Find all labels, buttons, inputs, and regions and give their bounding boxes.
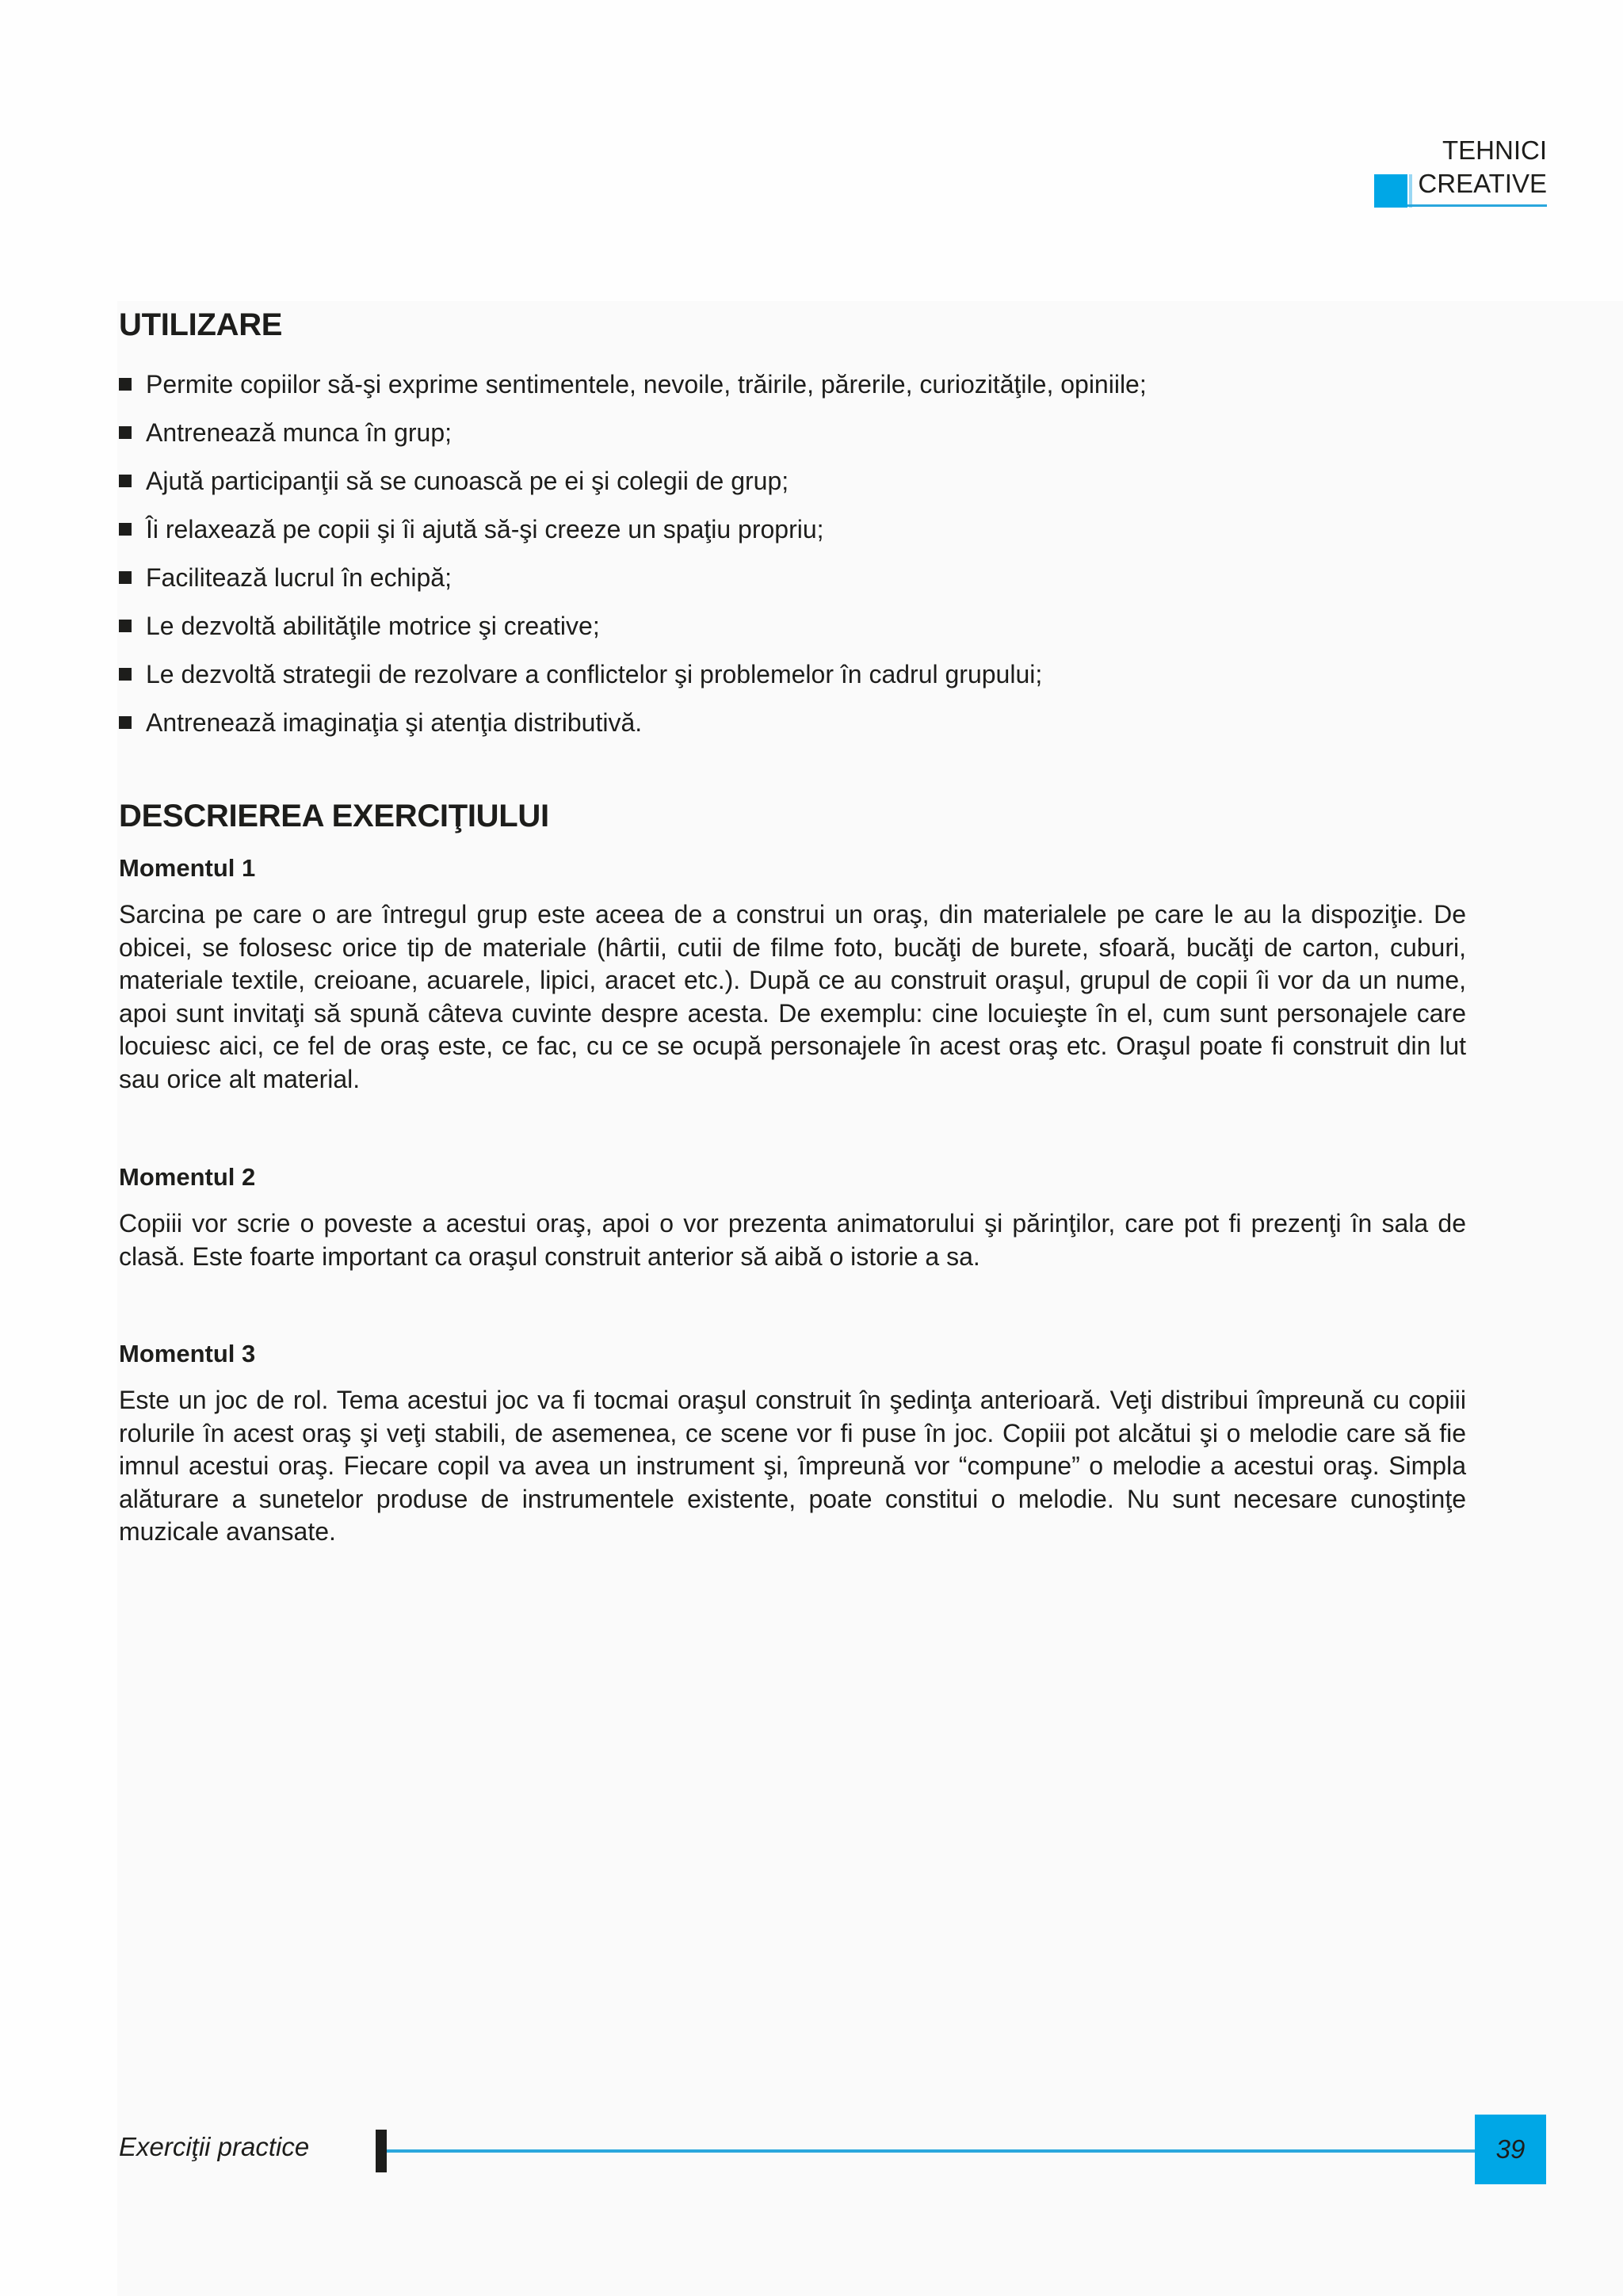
section-tag — [1309, 135, 1547, 214]
footer-divider-bar — [376, 2130, 387, 2172]
bullet-square-icon — [119, 475, 132, 487]
list-item — [119, 650, 1482, 698]
moment-2-title: Momentul 2 — [119, 1163, 256, 1191]
list-item-text: Ajută participanţii să se cunoască pe ei şi colegii de grup; — [146, 466, 789, 495]
bullet-square-icon — [119, 716, 132, 729]
list-item — [119, 408, 1482, 456]
list-item-text: Le dezvoltă strategii de rezolvare a conflictelor şi problemelor în cadrul grupului; — [146, 659, 1043, 688]
list-item-text: Îi relaxează pe copii şi îi ajută să-şi creeze un spaţiu propriu; — [146, 514, 824, 543]
bullet-square-icon — [119, 378, 132, 391]
list-item-text: Le dezvoltă abilităţile motrice şi creative; — [146, 611, 600, 640]
moment-2-text: Copiii vor scrie o poveste a acestui oraş, apoi o vor prezenta animatorului şi părinţilor, care pot fi prezenţi în sala de clasă. Este foarte important ca oraşul construit anterior să aibă o istorie a sa. — [119, 1209, 1466, 1271]
bullet-square-icon — [119, 426, 132, 439]
list-item-text: Permite copiilor să-şi exprime sentimentele, nevoile, trăirile, părerile, curiozităţile, opiniile; — [146, 369, 1147, 399]
page-number-box — [1475, 2115, 1546, 2184]
list-item — [119, 505, 1482, 553]
bullet-square-icon — [119, 620, 132, 632]
list-item — [119, 553, 1482, 601]
section-tag-underline — [1407, 204, 1547, 207]
list-item-text: Antrenează munca în grup; — [146, 418, 453, 447]
bullet-square-icon — [119, 523, 132, 536]
section-tag-square-icon — [1374, 174, 1407, 208]
moment-3-title: Momentul 3 — [119, 1340, 256, 1367]
utilizare-list — [119, 360, 1482, 746]
list-item — [119, 456, 1482, 505]
list-item-text: Facilitează lucrul în echipă; — [146, 563, 452, 592]
footer-label: Exerciţii practice — [119, 2132, 310, 2161]
section-tag-line1: TEHNICI — [1442, 135, 1547, 165]
list-item — [119, 698, 1482, 746]
list-item — [119, 360, 1482, 408]
list-item-text: Antrenează imaginaţia şi atenţia distributivă. — [146, 707, 643, 737]
section-tag-line2: CREATIVE — [1418, 169, 1547, 198]
page-number: 39 — [1495, 2134, 1526, 2164]
list-item — [119, 601, 1482, 650]
footer-rule — [387, 2149, 1476, 2153]
moment-3-text: Este un joc de rol. Tema acestui joc va fi tocmai oraşul construit în şedinţa anterioară. Veţi distribui împreună cu copiii rolurile în acest oraş şi veţi stabili, de asemenea, ce scene vor fi puse în joc. Copiii pot alcătui şi o melodie care să fie imnul acestui oraş. Fiecare copil va avea un instrument şi, împreună vor “compune” o melodie a acestui oraş. Simpla alăturare a sunetelor produse de instrumentele existente, poate constitui o melodie. Nu sunt necesare cunoştinţe muzicale avansate. — [119, 1386, 1466, 1546]
descriere-heading: DESCRIEREA EXERCIŢIULUI — [119, 799, 549, 833]
bullet-square-icon — [119, 571, 132, 584]
moment-1-title: Momentul 1 — [119, 854, 256, 882]
utilizare-heading: UTILIZARE — [119, 307, 283, 342]
moment-1-text: Sarcina pe care o are întregul grup este aceea de a construi un oraş, din materialele pe care le au la dispoziţie. De obicei, se folosesc orice tip de materiale (hârtii, cutii de filme foto, bucăţi de burete, sfoară, bucăţi de carton, cuburi, materiale textile, creioane, acuarele, lipici, aracet etc.). După ce au construit oraşul, grupul de copii îi vor da un nume, apoi sunt invitaţi să spună câteva cuvinte despre acesta. De exemplu: cine locuieşte în el, cum sunt personajele care locuiesc aici, ce fel de oraş este, ce fac, cu ce se ocupă personajele în acest oraş etc. Oraşul poate fi construit din lut sau orice alt material. — [119, 900, 1466, 1093]
bullet-square-icon — [119, 668, 132, 681]
